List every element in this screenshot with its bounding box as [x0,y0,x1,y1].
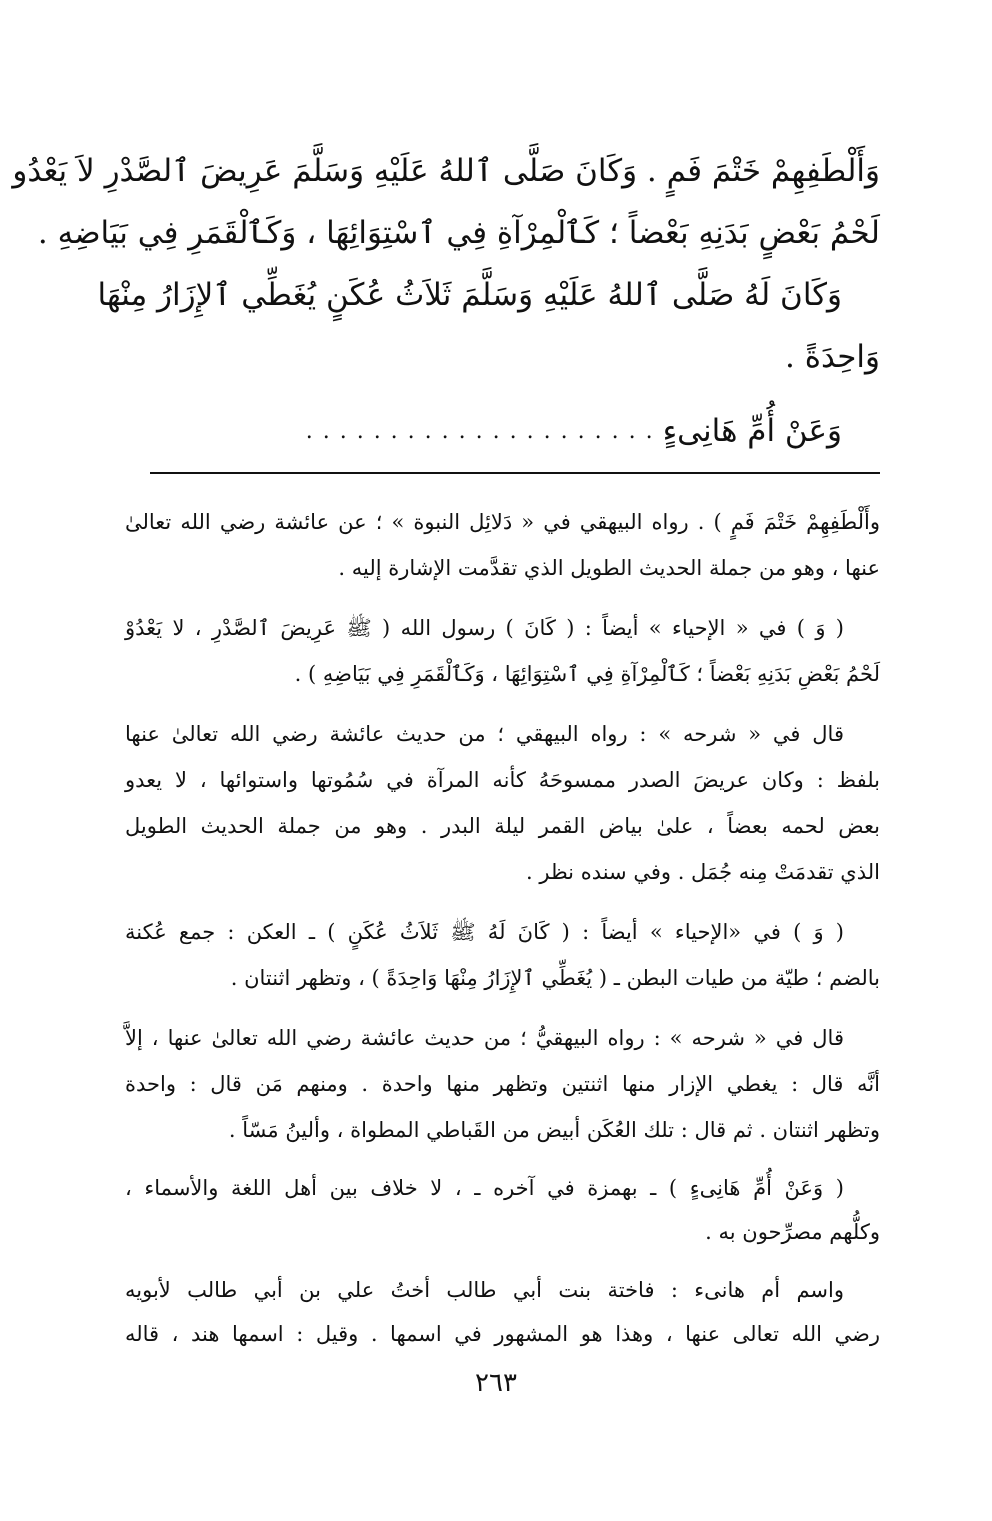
footnote-line: وتظهر اثنتان . ثم قال : تلك العُكَن أبيض من القَباطي المطواة ، وألينُ مَسّاً . [228,1118,880,1142]
main-text-line: وَعَنْ أُمِّ هَانِىءٍ [662,413,842,449]
main-text-line: وَأَلْطَفِهِمْ خَتْمَ فَمٍ . وَكَانَ صَلَّى ٱللهُ عَلَيْهِ وَسَلَّمَ عَرِيضَ ٱلصَّدْرِ لاَ يَعْدُو [12,153,880,189]
footnote-line: ( وَعَنْ أُمِّ هَانِىءٍ ) ـ بهمزة في آخره ـ ، لا خلاف بين أهل اللغة والأسماء ، [125,1176,844,1200]
footnote-line: بالضم ؛ طيّة من طيات البطن ـ ( يُغَطِّي ٱلإِزَارُ مِنْهَا وَاحِدَةً ) ، وتظهر اثنتان . [230,966,880,990]
ellipsis-dots: ..................... [305,418,663,444]
footnote-line: رضي الله تعالى عنها ، وهذا هو المشهور في اسمها . وقيل : اسمها هند ، قاله [125,1322,880,1346]
main-text-last-line [125,400,880,462]
footnote-separator [150,472,880,474]
footnote-line: الذي تقدمَتْ مِنه جُمَل . وفي سنده نظر . [526,860,880,884]
footnote-line: ( وَ ) في « الإحياء » أيضاً : ( كَانَ ) رسول الله ( ﷺ عَرِيضَ ٱلصَّدْرِ ، لا يَعْدُوْ [125,616,844,640]
page-number: ٢٦٣ [475,1368,517,1398]
main-text-line: وَكَانَ لَهُ صَلَّى ٱللهُ عَلَيْهِ وَسَلَّمَ ثَلاَثُ عُكَنٍ يُغَطِّي ٱلإِزَارُ مِنْهَا [97,277,842,313]
footnote-line: بلفظ : وكان عريضَ الصدر ممسوحَهُ كأنه المرآة في سُمُوتها واستوائها ، لا يعدو [125,768,880,792]
footnote-line: واسم أم هانىء : فاختة بنت أبي طالب أختُ علي بن أبي طالب لأبويه [125,1278,844,1302]
footnote-line: عنها ، وهو من جملة الحديث الطويل الذي تقدَّمت الإشارة إليه . [338,556,880,580]
footnote-line: بعض لحمه بعضاً ، علىٰ بياض القمر ليلة البدر . وهو من جملة الحديث الطويل [125,814,880,838]
main-text-line: لَحْمُ بَعْضٍ بَدَنِهِ بَعْضاً ؛ كَٱلْمِرْآةِ فِي ٱسْتِوَائِهَا ، وَكَٱلْقَمَرِ فِي بَيَاضِهِ . [37,215,880,251]
footnote-line: وكلُّهم مصرِّحون به . [705,1220,880,1244]
footnote-line: قال في « شرحه » : رواه البيهقي ؛ من حديث عائشة رضي الله تعالىٰ عنها [125,722,844,746]
footnote-line: وأَلْطَفِهِمْ خَتْمَ فَمٍ ) . رواه البيهقي في « دَلائِل النبوة » ؛ عن عائشة رضي الله تعالىٰ [125,510,880,534]
footnote-line: ( وَ ) في «الإحياء » أيضاً : ( كَانَ لَهُ ﷺ ثَلاَثُ عُكَنٍ ) ـ العكن : جمع عُكنة [125,920,844,944]
main-text-line: وَاحِدَةً . [785,339,880,375]
footnote-line: قال في « شرحه » : رواه البيهقيُّ ؛ من حديث عائشة رضي الله تعالىٰ عنها ، إلاَّ [125,1026,844,1050]
footnote-line: أنَّه قال : يغطي الإزار منها اثنتين وتظهر منها واحدة . ومنهم مَن قال : واحدة [125,1072,880,1096]
footnote-line: لَحْمُ بَعْضِ بَدَنِهِ بَعْضاً ؛ كَٱلْمِرْآةِ فِي ٱسْتِوَائِهَا ، وَكَٱلْقَمَرِ فِي بَيَاضِهِ ) . [294,662,880,686]
